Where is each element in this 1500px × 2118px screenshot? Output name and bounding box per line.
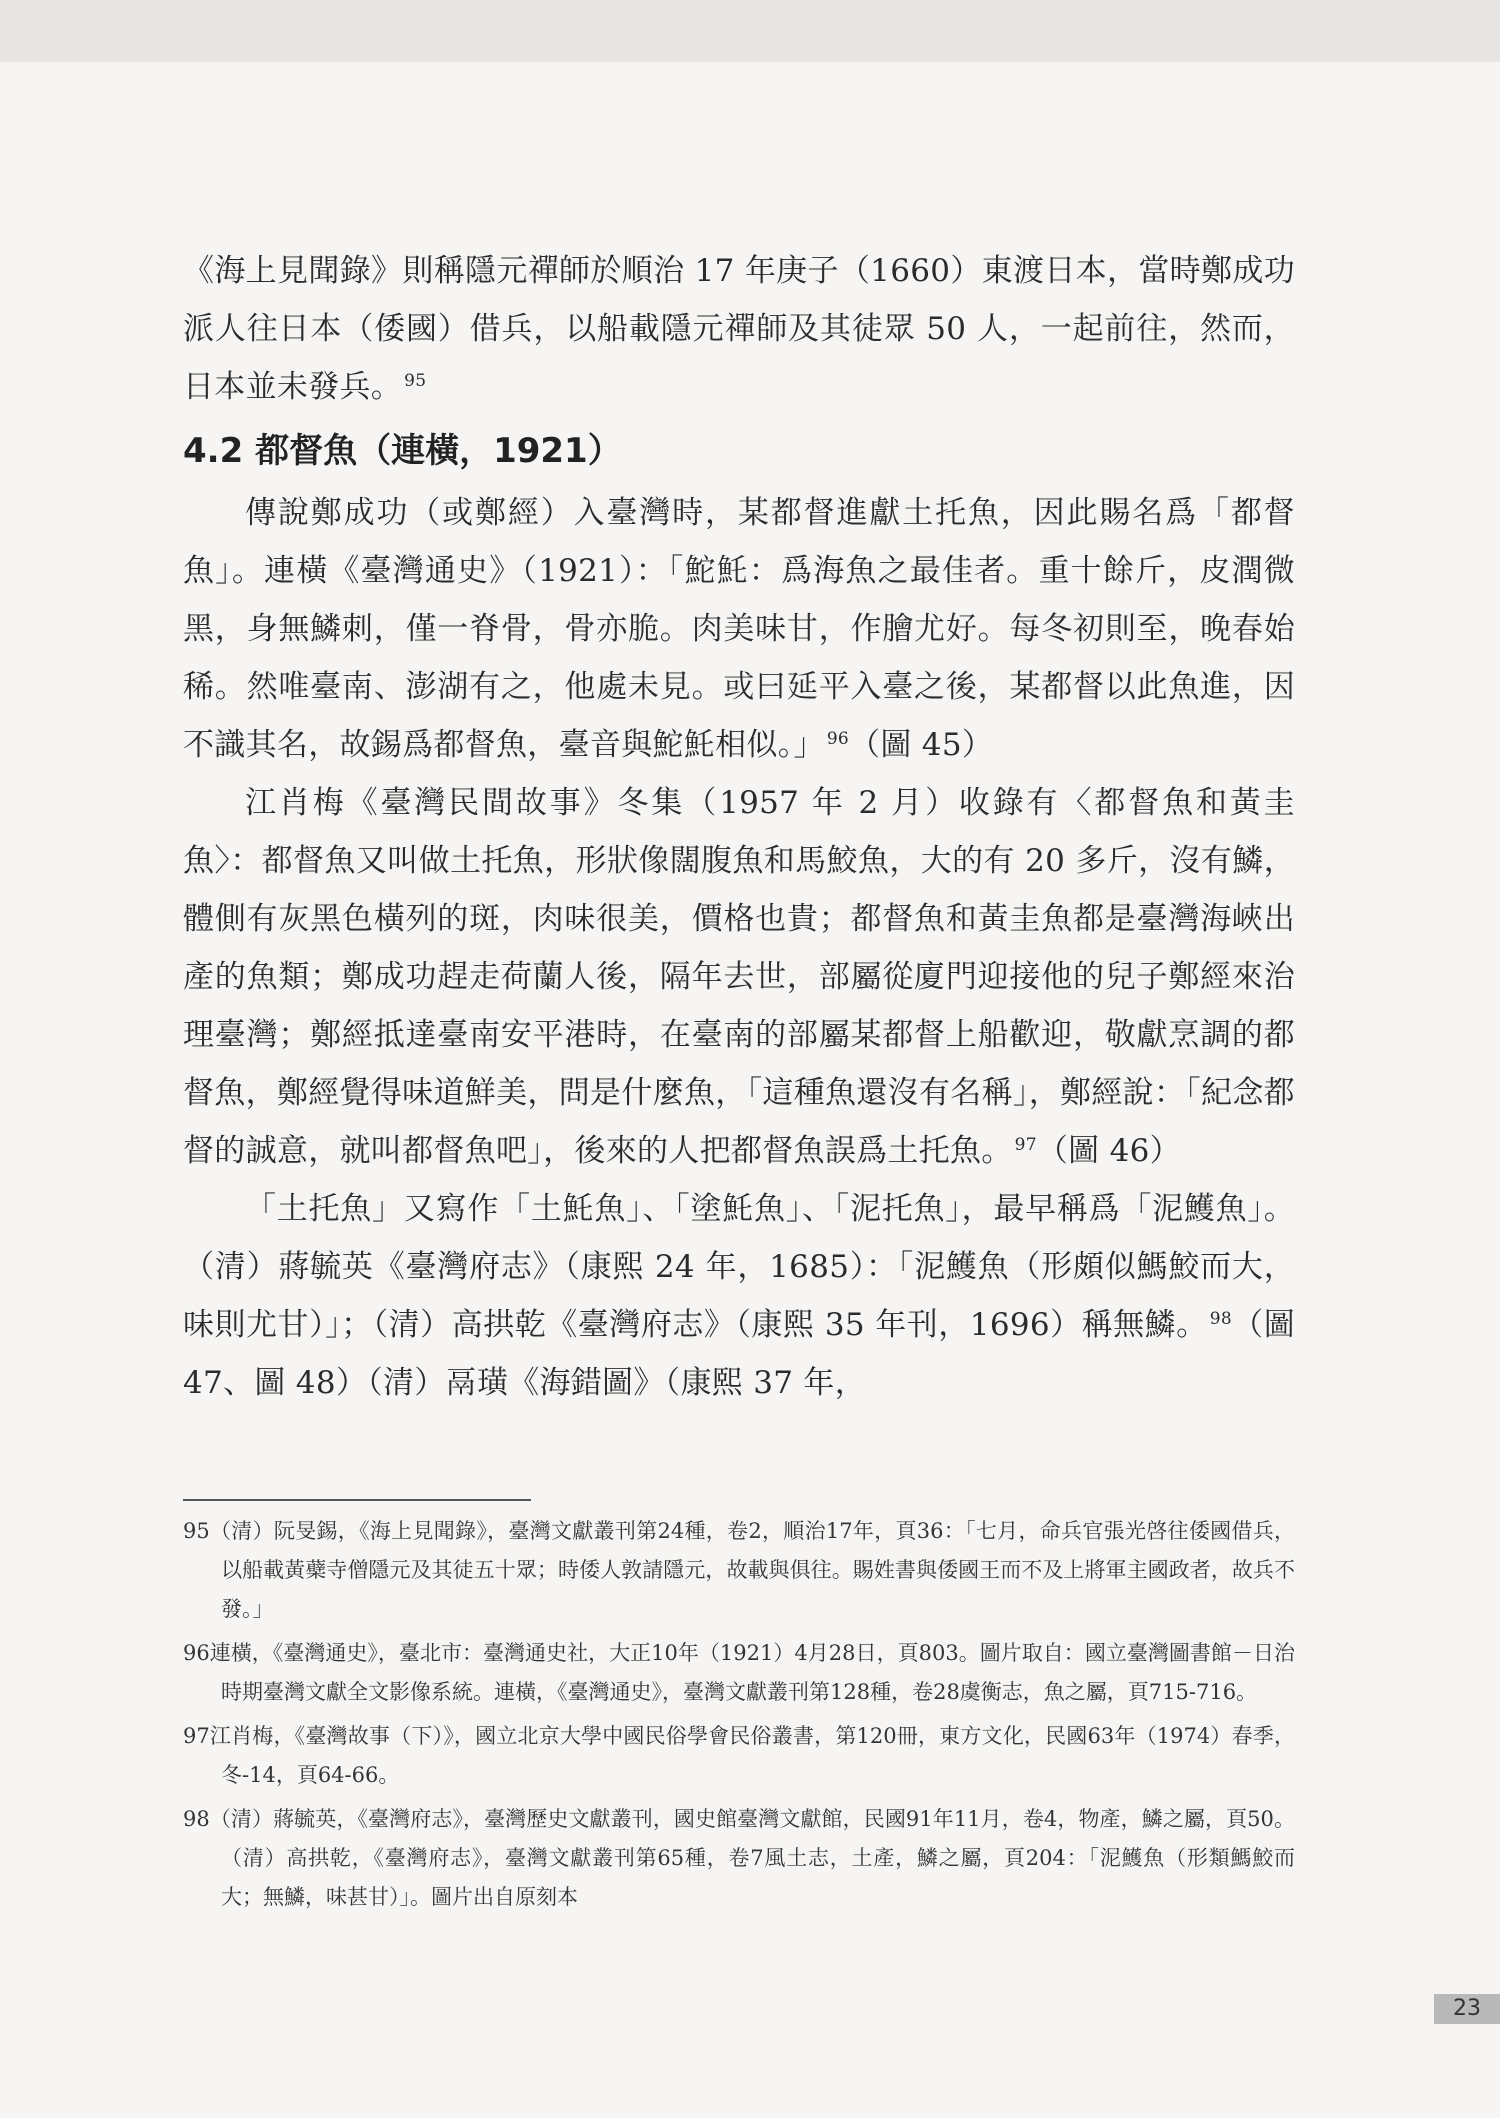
paragraph-text: 「土托魚」又寫作「土魠魚」、「塗魠魚」、「泥托魚」，最早稱爲「泥鱯魚」。（清）蔣毓英《臺灣府志》（康熙 24 年，1685）：「泥鱯魚（形頗似鰢鮫而大，味則尤甘）」；（清）高拱乾《臺灣府志》（康熙 35 年刊，1696）稱無鱗。 [183, 1191, 1295, 1343]
figure-reference: （圖 46） [1036, 1133, 1181, 1169]
intro-paragraph [183, 242, 1295, 416]
page-number: 23 [1434, 1994, 1500, 2024]
figure-reference: （圖 47、圖 48）（清）鬲璜《海錯圖》（康熙 37 年， [183, 1307, 1295, 1401]
scan-top-band [0, 0, 1500, 62]
footnote-ref: 97 [1014, 1134, 1037, 1155]
footnote-ref: 98 [1209, 1308, 1232, 1329]
footnote-ref: 96 [826, 728, 850, 749]
body-text [183, 242, 1295, 1412]
paragraph-text: 傳說鄭成功（或鄭經）入臺灣時，某都督進獻土托魚，因此賜名爲「都督魚」。連橫《臺灣通史》（1921）：「鮀魠：爲海魚之最佳者。重十餘斤，皮潤微黑，身無鱗刺，僅一脊骨，骨亦脆。肉美味甘，作膾尤好。每冬初則至，晚春始稀。然唯臺南、澎湖有之，他處未見。或曰延平入臺之後，某都督以此魚進，因不識其名，故錫爲都督魚，臺音與鮀魠相似。」 [183, 495, 1295, 763]
footnote-96: 96連橫，《臺灣通史》，臺北市：臺灣通史社，大正10年（1921）4月28日，頁803。圖片取自：國立臺灣圖書館－日治時期臺灣文獻全文影像系統。連橫，《臺灣通史》，臺灣文獻叢刊第128種，卷28虞衡志，魚之屬，頁715-716。 [183, 1641, 1295, 1704]
paragraph-dudu-fish-legend [183, 484, 1295, 774]
footnote-95: 95（清）阮旻錫，《海上見聞錄》，臺灣文獻叢刊第24種，卷2，順治17年，頁36：「七月，命兵官張光啓往倭國借兵，以船載黃蘗寺僧隱元及其徒五十眾；時倭人敦請隱元，故載與俱往。賜姓書與倭國王而不及上將軍主國政者，故兵不發。」 [183, 1519, 1295, 1621]
footnote-ref: 95 [404, 370, 427, 391]
figure-reference: （圖 45） [849, 727, 994, 763]
footnote-divider [183, 1499, 531, 1501]
paragraph-folk-story [183, 774, 1295, 1180]
footnotes [183, 1512, 1295, 1922]
paragraph-fish-names [183, 1180, 1295, 1412]
paragraph-text: 江肖梅《臺灣民間故事》冬集（1957 年 2 月）收錄有〈都督魚和黃圭魚〉：都督魚又叫做土托魚，形狀像闊腹魚和馬鮫魚，大的有 20 多斤，沒有鱗，體側有灰黑色橫列的斑，肉味很美，價格也貴；都督魚和黃圭魚都是臺灣海峽出產的魚類；鄭成功趕走荷蘭人後，隔年去世，部屬從廈門迎接他的兒子鄭經來治理臺灣；鄭經抵達臺南安平港時，在臺南的部屬某都督上船歡迎，敬獻烹調的都督魚，鄭經覺得味道鮮美，問是什麼魚，「這種魚還沒有名稱」，鄭經說：「紀念都督的誠意，就叫都督魚吧」，後來的人把都督魚誤爲土托魚。 [183, 785, 1295, 1169]
intro-paragraph-text: 《海上見聞錄》則稱隱元禪師於順治 17 年庚子（1660）東渡日本，當時鄭成功派人往日本（倭國）借兵，以船載隱元禪師及其徒眾 50 人，一起前往，然而，日本並未發兵。 [183, 253, 1295, 405]
section-heading: 4.2 都督魚（連橫，1921） [183, 431, 622, 471]
footnote-97: 97江肖梅，《臺灣故事（下）》，國立北京大學中國民俗學會民俗叢書，第120冊，東方文化，民國63年（1974）春季，冬-14，頁64-66。 [183, 1724, 1295, 1787]
footnote-98: 98（清）蔣毓英，《臺灣府志》，臺灣歷史文獻叢刊，國史館臺灣文獻館，民國91年11月，卷4，物產，鱗之屬，頁50。（清）高拱乾，《臺灣府志》，臺灣文獻叢刊第65種，卷7風土志，土產，鱗之屬，頁204：「泥鱯魚（形類鰢鮫而大；無鱗，味甚甘）」。圖片出自原刻本 [183, 1807, 1295, 1909]
